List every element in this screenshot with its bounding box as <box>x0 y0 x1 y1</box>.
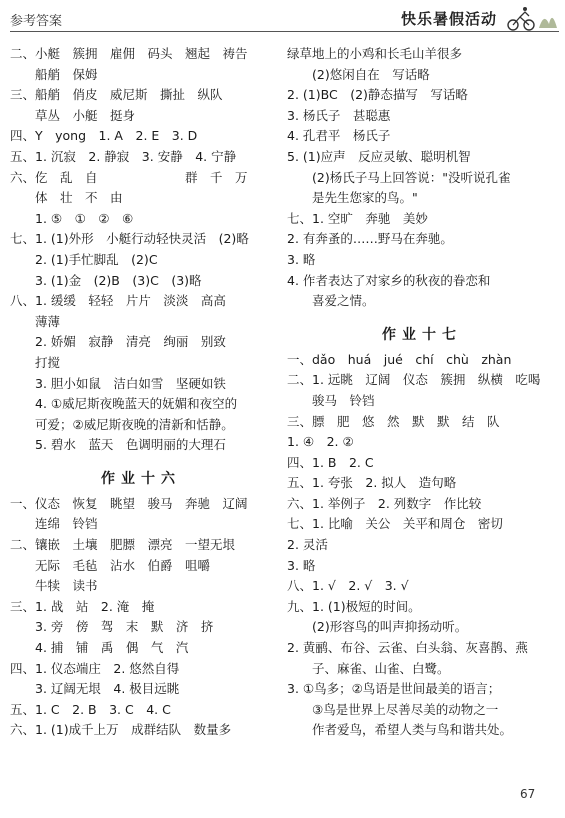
answer-line: 3. 胆小如鼠 洁白如雪 坚硬如铁 <box>10 375 226 391</box>
answer-line: 四、Y yong 1. A 2. E 3. D <box>10 128 198 144</box>
answer-line: 2. (1)手忙脚乱 (2)C <box>10 251 158 267</box>
answer-line: (2)悠闲自在 写话略 <box>287 66 430 82</box>
answer-line: 3. ①鸟多；②鸟语是世间最美的语言； <box>287 681 501 697</box>
answer-line: 3. 辽阔无垠 4. 极目远眺 <box>10 681 180 697</box>
answer-line: 2. 有奔蚤的……野马在奔驰。 <box>287 231 453 247</box>
answer-line: 六、1. (1)成千上万 成群结队 数量多 <box>10 722 232 738</box>
answer-line: 3. (1)金 (2)B (3)C (3)略 <box>10 272 202 288</box>
right-answer-column <box>287 44 557 741</box>
answer-line: 七、1. (1)外形 小艇行动轻快灵活 (2)略 <box>10 231 249 247</box>
answer-line: 草丛 小艇 挺身 <box>10 107 136 123</box>
answer-line: 三、1. 战 站 2. 淹 掩 <box>10 598 155 614</box>
answer-line: 三、膘 肥 悠 然 默 默 结 队 <box>287 413 500 429</box>
answer-line: (2)杨氏子马上回答说："没听说孔雀 <box>287 169 511 185</box>
answer-line: 4. 捕 铺 禹 偶 气 汽 <box>10 640 189 656</box>
answer-line: 1. ④ 2. ② <box>287 434 354 450</box>
header-banner <box>391 4 559 32</box>
watermark-logo <box>407 768 557 812</box>
answer-line: 七、1. 比喻 关公 关平和周仓 密切 <box>287 516 503 532</box>
answer-line: 4. ①威尼斯夜晚蓝天的妩媚和夜空的 <box>10 396 238 412</box>
answer-line: 5. (1)应声 反应灵敏、聪明机智 <box>287 148 471 164</box>
answer-line: 作者爱鸟，希望人类与鸟和谐共处。 <box>287 722 513 738</box>
header-title: 快乐暑假活动 <box>401 10 498 28</box>
answer-line: 四、1. 仪态端庄 2. 悠然自得 <box>10 660 180 676</box>
answer-line: (2)形容鸟的叫声抑扬动听。 <box>287 619 468 635</box>
page-number: 67 <box>520 787 536 801</box>
answer-line: 绿草地上的小鸡和长毛山羊很多 <box>287 46 463 61</box>
answer-line: 是先生您家的鸟。" <box>287 190 418 206</box>
header-rule <box>10 31 559 32</box>
answer-line: 船艄 保姆 <box>10 66 98 82</box>
answer-line: 二、镶嵌 土壤 肥膘 漂亮 一望无垠 <box>10 537 236 553</box>
answer-line: 2. 灵活 <box>287 537 328 553</box>
answer-line: 4. 作者表达了对家乡的秋夜的眷恋和 <box>287 272 491 288</box>
answer-line: 1. ⑤ ① ② ⑥ <box>10 210 134 226</box>
answer-line: 七、1. 空旷 奔驰 美妙 <box>287 210 428 226</box>
answer-line: 牛犊 读书 <box>10 578 98 594</box>
answer-line: 一、仪态 恢复 眺望 骏马 奔驰 辽阔 <box>10 495 248 511</box>
answer-line: 连绵 铃铛 <box>10 516 98 532</box>
answer-line: 四、1. B 2. C <box>287 454 374 470</box>
answer-line: 体 壮 不 由 <box>10 190 123 206</box>
answer-line: 骏马 铃铛 <box>287 392 375 408</box>
answer-line: 五、1. 沉寂 2. 静寂 3. 安静 4. 宁静 <box>10 148 237 164</box>
answer-line: 3. 杨氏子 甚聪惠 <box>287 107 391 123</box>
answer-line: 薄薄 <box>10 313 61 329</box>
spacer <box>287 312 557 320</box>
section-heading: 作业十七 <box>382 326 462 343</box>
answer-line: 三、船艄 俏皮 威尼斯 撕扯 纵队 <box>10 87 223 103</box>
answer-line: 4. 孔君平 杨氏子 <box>287 128 391 144</box>
answer-line: 九、1. (1)极短的时间。 <box>287 598 421 614</box>
answer-line: 五、1. 夸张 2. 拟人 造句略 <box>287 475 457 491</box>
header-answer-label: 参考答案 <box>10 14 63 29</box>
answer-line: 八、1. √ 2. √ 3. √ <box>287 578 409 594</box>
answer-line: 2. (1)BC (2)静态描写 写话略 <box>287 87 468 103</box>
answer-line: 子、麻雀、山雀、白鹭。 <box>287 660 450 676</box>
section-heading: 作业十六 <box>101 470 181 487</box>
answer-line: 3. 旁 傍 驾 末 默 济 挤 <box>10 619 214 635</box>
answer-line: 六、仡 乱 自 群 千 万 <box>10 169 248 185</box>
answer-line: 一、dǎo huá jué chí chù zhàn <box>287 351 512 367</box>
answer-line: 六、1. 举例子 2. 列数字 作比较 <box>287 495 482 511</box>
cycling-figure-icon <box>499 4 559 32</box>
answer-line: 2. 黄鹂、布谷、云雀、白头翁、灰喜鹊、燕 <box>287 640 528 656</box>
answer-line: 八、1. 缓缓 轻轻 片片 淡淡 高高 <box>10 293 226 309</box>
answer-line: 二、1. 远眺 辽阔 仪态 簇拥 纵横 吃喝 <box>287 372 541 388</box>
answer-line: 3. 略 <box>287 557 316 573</box>
answer-line: 喜爱之情。 <box>287 293 375 309</box>
answer-line: 可爱；②威尼斯夜晚的清新和恬静。 <box>10 416 234 432</box>
answer-line: 五、1. C 2. B 3. C 4. C <box>10 701 171 717</box>
answer-line: 二、小艇 簇拥 雇佣 码头 翘起 祷告 <box>10 46 248 61</box>
answer-line: 打搅 <box>10 354 61 370</box>
answer-line: 3. 略 <box>287 251 316 267</box>
answer-line: 无际 毛毡 沾水 伯爵 咀嚼 <box>10 557 211 573</box>
answer-line: 5. 碧水 蓝天 色调明丽的大理石 <box>10 437 226 453</box>
answer-line: ③鸟是世界上尽善尽美的动物之一 <box>287 701 499 717</box>
answer-line: 2. 娇媚 寂静 清亮 绚丽 别致 <box>10 334 226 350</box>
spacer <box>10 456 272 464</box>
left-answer-column <box>10 44 272 741</box>
